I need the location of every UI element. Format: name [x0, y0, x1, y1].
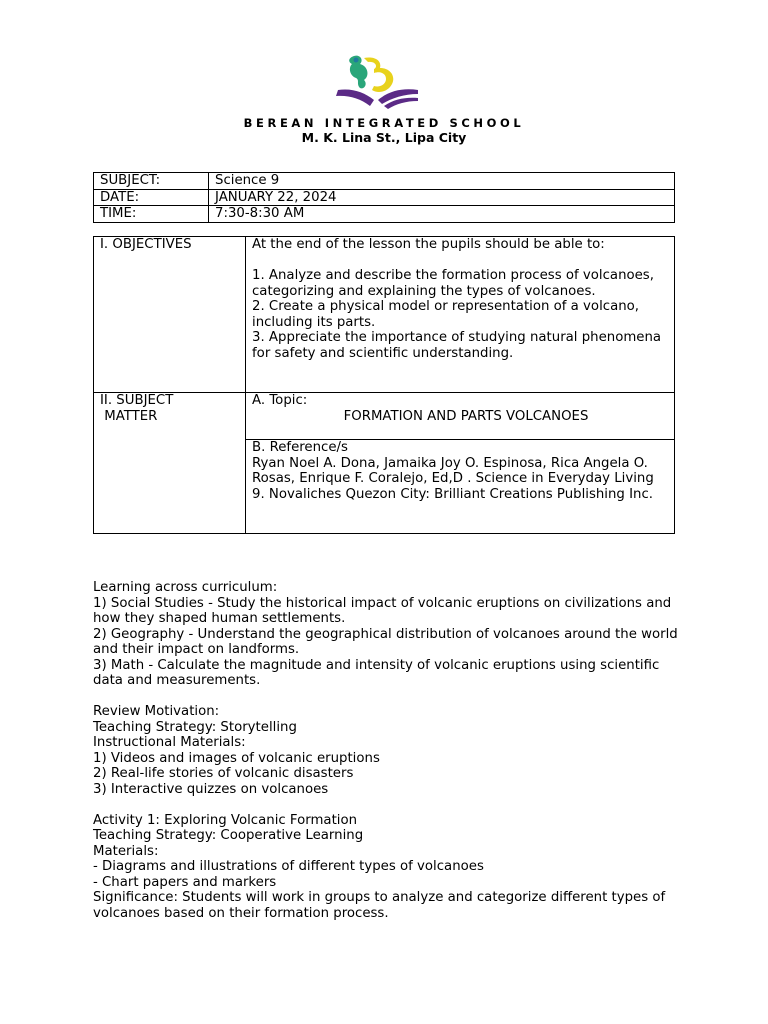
info-row-date: [94, 189, 675, 206]
objective-item: 2. Create a physical model or representation of a volcano, including its parts.: [252, 299, 640, 330]
activity-material-item: - Chart papers and markers: [93, 874, 277, 890]
objectives-row: [94, 237, 675, 393]
lesson-plan-table: [93, 236, 675, 534]
info-row-time: [94, 206, 675, 223]
subject-matter-topic-row: [94, 393, 675, 440]
school-name: BEREAN INTEGRATED SCHOOL: [243, 116, 525, 130]
subject-label: SUBJECT:: [94, 173, 209, 190]
lesson-info-table: [93, 172, 675, 223]
review-title: Review Motivation:: [93, 704, 220, 719]
topic-cell: [246, 393, 675, 440]
activity-title: Activity 1: Exploring Volcanic Formation: [93, 812, 358, 828]
review-materials-title: Instructional Materials:: [93, 735, 246, 750]
objectives-label: I. OBJECTIVES: [94, 237, 246, 393]
subject-matter-label: II. SUBJECT MATTER: [94, 393, 246, 534]
subject-value: Science 9: [209, 173, 675, 190]
lesson-body: [93, 580, 683, 921]
date-label: DATE:: [94, 189, 209, 206]
time-label: TIME:: [94, 206, 209, 223]
review-material-item: 1) Videos and images of volcanic eruptions: [93, 750, 380, 766]
curriculum-item: 2) Geography - Understand the geographical distribution of volcanoes around the world and their impact on landforms.: [93, 626, 678, 657]
review-material-item: 2) Real-life stories of volcanic disasters: [93, 766, 354, 781]
activity-strategy: Teaching Strategy: Cooperative Learning: [93, 828, 364, 843]
objective-item: 3. Appreciate the importance of studying natural phenomena for safety and scientific understanding.: [252, 330, 662, 361]
topic-label: A. Topic:: [252, 393, 308, 408]
objectives-content: [246, 237, 675, 393]
curriculum-item: 3) Math - Calculate the magnitude and intensity of volcanic eruptions using scientific data and measurements.: [93, 657, 660, 688]
activity-material-item: - Diagrams and illustrations of different types of volcanoes: [93, 859, 484, 874]
activity-materials-title: Materials:: [93, 843, 159, 859]
reference-label: B. Reference/s: [252, 440, 348, 455]
topic-title: FORMATION AND PARTS VOLCANOES: [343, 408, 589, 424]
reference-text: Ryan Noel A. Dona, Jamaika Joy O. Espinosa, Rica Angela O. Rosas, Enrique F. Coralejo, Ed,D . Science in Everyday Living 9. Novaliches Quezon City: Brilliant Creations Publishing Inc.: [252, 455, 654, 502]
review-material-item: 3) Interactive quizzes on volcanoes: [93, 781, 329, 797]
school-logo: [334, 52, 420, 110]
reference-cell: [246, 440, 675, 534]
time-value: 7:30-8:30 AM: [209, 206, 675, 223]
objective-item: 1. Analyze and describe the formation process of volcanoes, categorizing and explaining the types of volcanoes.: [252, 268, 654, 299]
curriculum-item: 1) Social Studies - Study the historical impact of volcanic eruptions on civilizations and how they shaped human settlements.: [93, 595, 672, 626]
curriculum-title: Learning across curriculum:: [93, 580, 278, 595]
date-value: JANUARY 22, 2024: [209, 189, 675, 206]
info-row-subject: [94, 173, 675, 190]
school-address: M. K. Lina St., Lipa City: [301, 130, 467, 145]
objectives-intro: At the end of the lesson the pupils should be able to:: [252, 237, 605, 252]
activity-significance: Significance: Students will work in groups to analyze and categorize different types of volcanoes based on their formation process.: [93, 890, 666, 921]
review-strategy: Teaching Strategy: Storytelling: [93, 719, 297, 735]
